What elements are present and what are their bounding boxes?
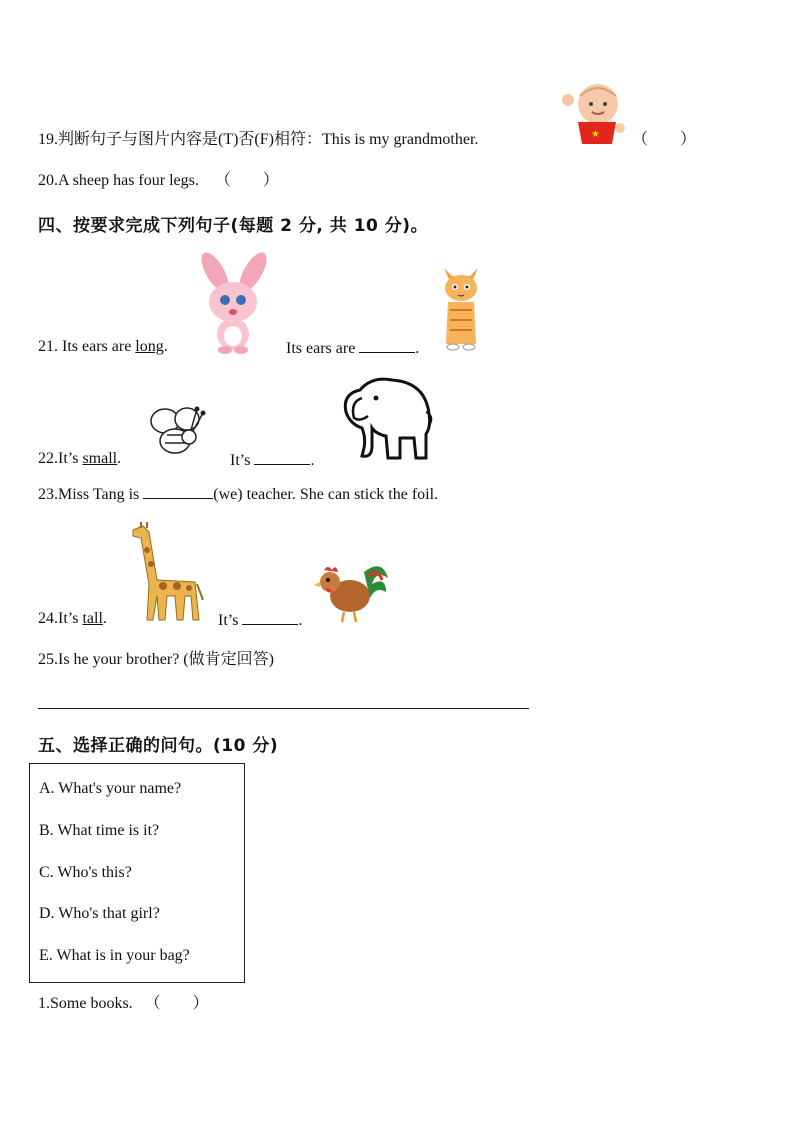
question-19-bracket: （ ）: [632, 131, 697, 148]
question-22: [38, 449, 121, 469]
option-b: B. What time is it?: [39, 822, 160, 839]
cat-icon: [438, 262, 484, 354]
question-23-suffix: (we) teacher. She can stick the foil.: [213, 486, 439, 503]
elephant-icon: [332, 372, 434, 464]
question-24-answer: [218, 609, 302, 631]
question-19-text: 19.判断句子与图片内容是(T)否(F)相符：This is my grandmother.: [38, 131, 479, 148]
question-24-answer-prefix: It’s: [218, 612, 243, 629]
question-22-prefix: 22.It’s: [38, 450, 83, 467]
question-24: [38, 609, 107, 629]
question-22-blank[interactable]: [254, 449, 310, 465]
question-23-prefix: 23.Miss Tang is: [38, 486, 144, 503]
question-25: 25.Is he your brother? (做肯定回答): [38, 651, 274, 668]
question-23-blank[interactable]: [143, 483, 213, 499]
question-21-suffix: .: [163, 338, 168, 355]
question-22-word: small: [82, 450, 118, 467]
section-5-question-1-bracket: （ ）: [144, 995, 209, 1012]
rooster-icon: [312, 558, 392, 624]
section-5-question-1-text: 1.Some books.: [38, 995, 133, 1012]
question-20: [38, 171, 279, 191]
question-21-word: long: [135, 338, 164, 355]
question-19: [38, 130, 478, 150]
question-21-answer-suffix: .: [415, 340, 420, 357]
rabbit-icon: [195, 250, 275, 354]
svg-text:★: ★: [591, 129, 600, 140]
question-22-answer-prefix: It’s: [230, 452, 255, 469]
question-21-prefix: 21. Its ears are: [38, 338, 136, 355]
question-21-answer-prefix: Its ears are: [286, 340, 360, 357]
option-d: D. Who's that girl?: [39, 905, 160, 922]
question-23: [38, 483, 438, 505]
option-e: E. What is in your bag?: [39, 947, 190, 964]
question-22-suffix: .: [117, 450, 122, 467]
giraffe-icon: [127, 520, 205, 624]
question-20-text: 20.A sheep has four legs.: [38, 172, 199, 189]
question-21-blank[interactable]: [359, 337, 415, 353]
question-21-answer: [286, 337, 419, 359]
question-22-answer: [230, 449, 314, 471]
question-20-bracket: （ ）: [214, 172, 279, 189]
question-24-word: tall: [82, 610, 103, 627]
option-c: C. Who's this?: [39, 864, 132, 881]
section-5-title: 五、选择正确的问句。(10 分): [38, 736, 279, 756]
question-25-answer-line[interactable]: [38, 708, 529, 709]
bee-icon: [145, 403, 207, 463]
options-box: [29, 763, 245, 983]
question-24-blank[interactable]: [242, 609, 298, 625]
question-24-suffix: .: [102, 610, 107, 627]
question-21: [38, 337, 168, 357]
section-5-question-1: [38, 994, 209, 1014]
section-4-title: 四、按要求完成下列句子(每题 2 分, 共 10 分)。: [38, 216, 429, 236]
baby-icon: [558, 82, 628, 148]
option-a: A. What's your name?: [39, 780, 182, 797]
question-22-answer-suffix: .: [310, 452, 315, 469]
question-24-prefix: 24.It’s: [38, 610, 83, 627]
question-24-answer-suffix: .: [298, 612, 303, 629]
